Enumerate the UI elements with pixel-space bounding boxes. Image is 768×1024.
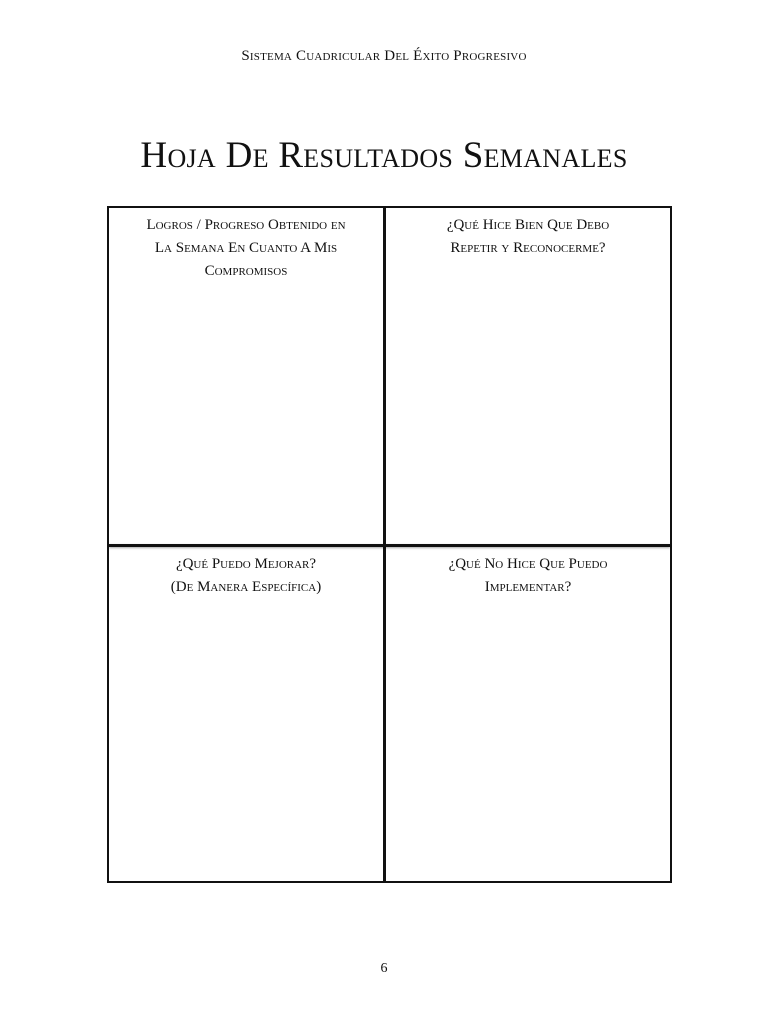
- cell-achievements-heading: [109, 208, 383, 283]
- cell-heading-line: ¿Qué No Hice Que Puedo: [448, 556, 608, 572]
- cell-heading-line: Repetir y Reconocerme?: [450, 240, 606, 256]
- cell-heading-line: ¿Qué Puedo Mejorar?: [175, 556, 317, 572]
- page-title: Hoja De Resultados Semanales: [140, 135, 628, 176]
- cell-not-done: [386, 547, 670, 881]
- cell-heading-line: Compromisos: [204, 263, 288, 279]
- cell-heading-line: ¿Qué Hice Bien Que Debo: [446, 217, 610, 233]
- running-header: Sistema Cuadricular Del Éxito Progresivo: [241, 48, 527, 64]
- cell-achievements: [109, 208, 383, 544]
- cell-improvements: [109, 547, 383, 881]
- results-grid: [107, 206, 672, 883]
- cell-heading-line: (De Manera Específica): [170, 579, 322, 595]
- cell-heading-line: Implementar?: [484, 579, 572, 595]
- cell-what-went-well-heading: [386, 208, 670, 260]
- page-number: 6: [380, 961, 388, 976]
- cell-heading-line: La Semana En Cuanto A Mis: [154, 240, 338, 256]
- cell-what-went-well: [386, 208, 670, 544]
- cell-not-done-heading: [386, 547, 670, 599]
- cell-heading-line: Logros / Progreso Obtenido en: [146, 217, 346, 233]
- cell-improvements-heading: [109, 547, 383, 599]
